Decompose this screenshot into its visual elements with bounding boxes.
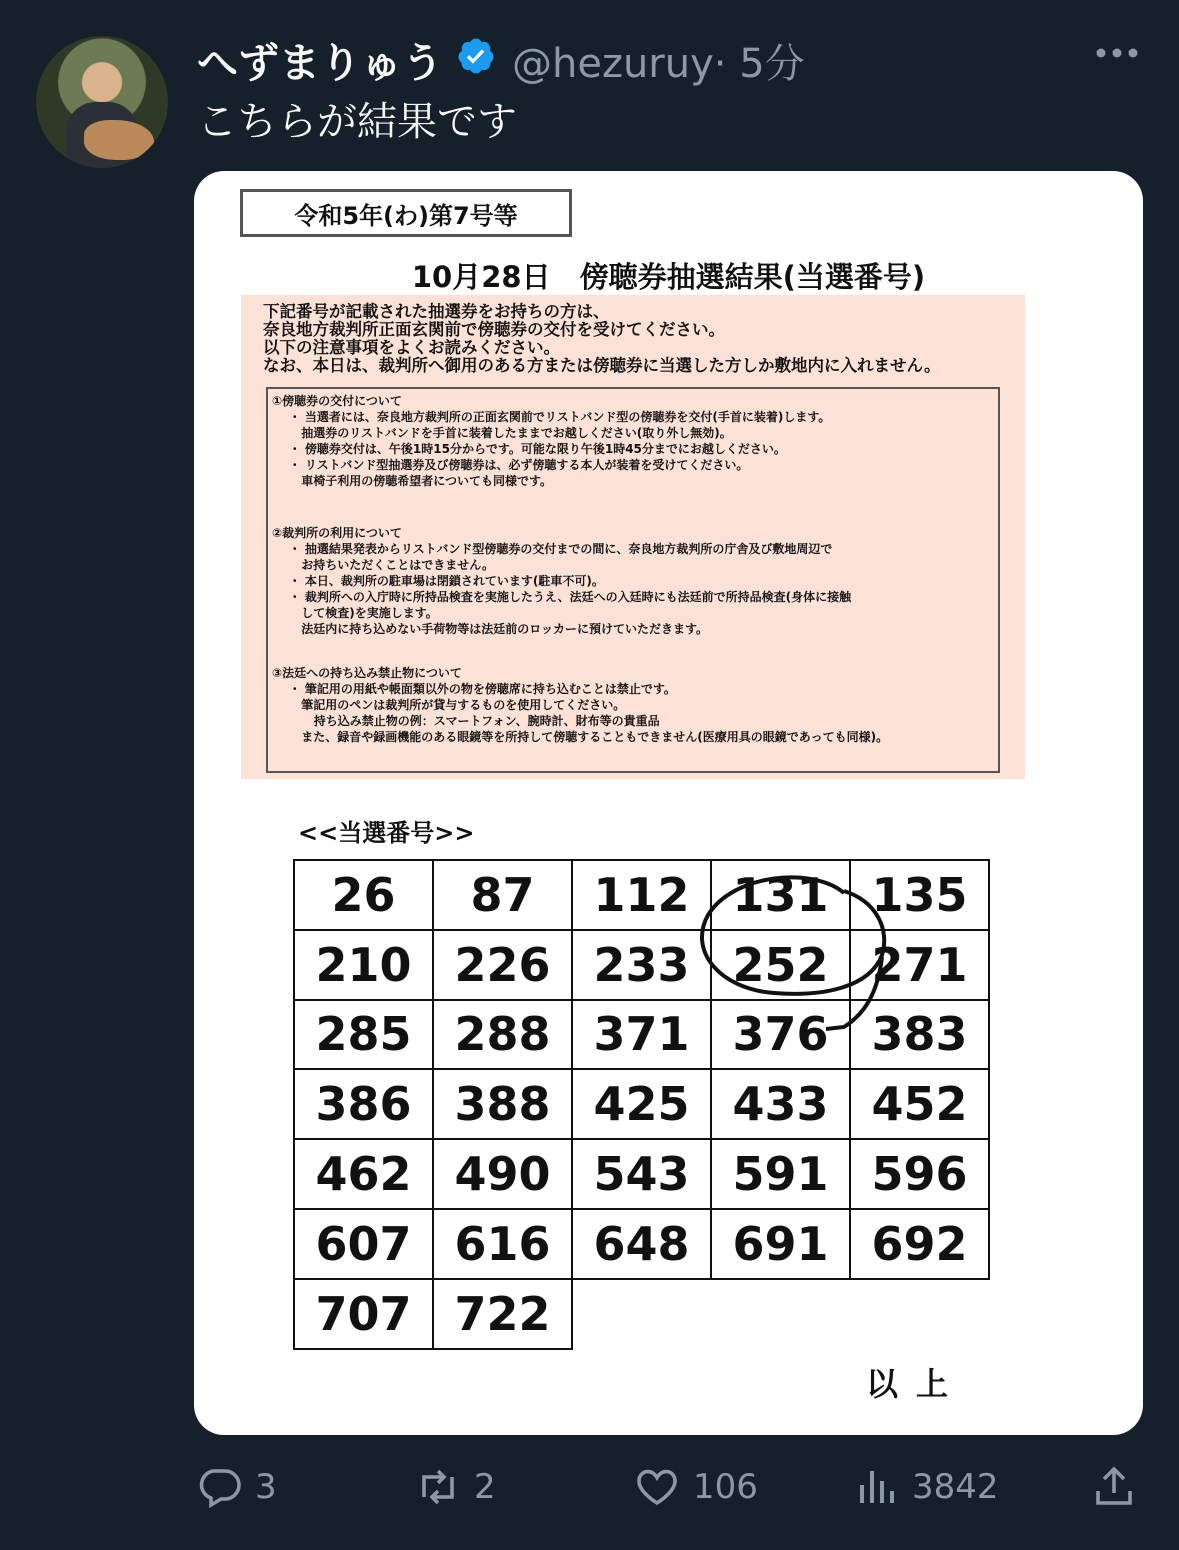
- winning-number-cell: 285: [294, 1000, 433, 1070]
- winners-label: <<当選番号>>: [298, 819, 475, 847]
- share-icon: [1090, 1463, 1138, 1511]
- views-count: 3842: [912, 1467, 999, 1507]
- winning-number-cell: 210: [294, 930, 433, 1000]
- like-count: 106: [693, 1467, 758, 1507]
- winning-number-cell: 692: [850, 1209, 989, 1279]
- notes-section-3: ③法廷への持ち込み禁止物について ・ 筆記用の用紙や帳面類以外の物を傍聴席に持ち込むことは禁止です。 筆記用のペンは裁判所が貸与するものを使用してください。 持ち込み禁止物の例：スマートフォン、腕時計、財布等の貴重品 また、録音や録画機能のある眼鏡等を所持して傍聴することもできません(医療用具の眼鏡であっても同様)。: [272, 666, 889, 744]
- retweet-button[interactable]: [414, 1462, 496, 1512]
- views-button[interactable]: [852, 1462, 999, 1512]
- end-mark: 以上: [866, 1365, 967, 1403]
- reply-icon: [195, 1463, 243, 1511]
- winning-number-cell: 648: [572, 1209, 711, 1279]
- empty-cell: [850, 1279, 989, 1349]
- empty-cell: [572, 1279, 711, 1349]
- like-button[interactable]: [633, 1462, 758, 1512]
- empty-cell: [711, 1279, 850, 1349]
- timestamp[interactable]: · 5分: [713, 41, 805, 87]
- case-number-box: [240, 189, 572, 237]
- winning-number-cell: 135: [850, 860, 989, 930]
- winning-number-cell: 388: [433, 1069, 572, 1139]
- winning-number-cell: 271: [850, 930, 989, 1000]
- notes-box: [266, 387, 1000, 773]
- verified-badge-icon: [456, 36, 496, 76]
- winning-numbers-row: [294, 1209, 989, 1279]
- notice-panel: [241, 295, 1025, 779]
- reply-count: 3: [255, 1467, 277, 1507]
- notes-section-1: ①傍聴券の交付について ・ 当選者には、奈良地方裁判所の正面玄関前でリストバンド型の傍聴券を交付(手首に装着)します。 抽選券のリストバンドを手首に装着したままでお越しください(取り外し無効)。 ・ 傍聴券交付は、午後1時15分からです。可能な限り午後1時45分までにお越しください。 ・ リストバンド型抽選券及び傍聴券は、必ず傍聴する本人が装着を受けてください。 車椅子利用の傍聴希望者についても同様です。: [272, 394, 831, 488]
- winning-number-cell: 722: [433, 1279, 572, 1349]
- reply-button[interactable]: [195, 1462, 277, 1512]
- handwritten-circle-annotation: [694, 871, 914, 1051]
- winning-number-cell: 131: [711, 860, 850, 930]
- winning-number-cell: 591: [711, 1139, 850, 1209]
- winning-numbers-row: [294, 1139, 989, 1209]
- notes-section-2: ②裁判所の利用について ・ 抽選結果発表からリストバンド型傍聴券の交付までの間に、奈良地方裁判所の庁舎及び敷地周辺で お持ちいただくことはできません。 ・ 本日、裁判所の駐車場は閉鎖されています(駐車不可)。 ・ 裁判所への入庁時に所持品検査を実施したうえ、法廷への入廷時にも法廷前で所持品検査(身体に接触 して検査)を実施します。 法廷内に持ち込めない手荷物等は法廷前のロッカーに預けていただきます。: [272, 526, 852, 636]
- handle-text: @hezuruy: [512, 41, 714, 87]
- winning-number-cell: 386: [294, 1069, 433, 1139]
- winning-number-cell: 87: [433, 860, 572, 930]
- case-number: 令和5年(わ)第7号等: [294, 201, 518, 230]
- winning-number-cell: 226: [433, 930, 572, 1000]
- winning-number-cell: 26: [294, 860, 433, 930]
- winning-number-cell: 376: [711, 1000, 850, 1070]
- winning-number-cell: 383: [850, 1000, 989, 1070]
- winning-numbers-row: [294, 1069, 989, 1139]
- tweet-media-image[interactable]: [194, 171, 1143, 1435]
- notice-intro: 下記番号が記載された抽選券をお持ちの方は、 奈良地方裁判所正面玄関前で傍聴券の交付を受けてください。 以下の注意事項をよくお読みください。 なお、本日は、裁判所へ御用のある方または傍聴券に当選した方しか敷地内に入れません。: [263, 302, 941, 375]
- winning-number-cell: 691: [711, 1209, 850, 1279]
- winning-number-cell: 707: [294, 1279, 433, 1349]
- more-options-icon[interactable]: [1093, 38, 1141, 68]
- share-button[interactable]: [1090, 1462, 1138, 1512]
- winning-number-cell: 607: [294, 1209, 433, 1279]
- document-title: 10月28日 傍聴券抽選結果(当選番号): [411, 260, 926, 294]
- views-icon: [852, 1463, 900, 1511]
- tweet-text: こちらが結果です: [197, 99, 517, 145]
- avatar-deer: [84, 120, 154, 160]
- retweet-count: 2: [474, 1467, 496, 1507]
- winning-number-cell: 425: [572, 1069, 711, 1139]
- winning-number-cell: 433: [711, 1069, 850, 1139]
- author-handle[interactable]: [512, 32, 805, 89]
- winning-number-cell: 112: [572, 860, 711, 930]
- author-name[interactable]: へずまりゅう: [197, 39, 443, 87]
- winning-number-cell: 288: [433, 1000, 572, 1070]
- winning-number-cell: 616: [433, 1209, 572, 1279]
- winning-number-cell: 462: [294, 1139, 433, 1209]
- retweet-icon: [414, 1463, 462, 1511]
- winning-numbers-row: [294, 1279, 989, 1349]
- winning-number-cell: 543: [572, 1139, 711, 1209]
- winning-number-cell: 371: [572, 1000, 711, 1070]
- winning-number-cell: 490: [433, 1139, 572, 1209]
- winning-number-cell: 596: [850, 1139, 989, 1209]
- winning-number-cell: 452: [850, 1069, 989, 1139]
- heart-icon: [633, 1463, 681, 1511]
- winning-number-cell: 233: [572, 930, 711, 1000]
- winning-number-cell: 252: [711, 930, 850, 1000]
- avatar[interactable]: [36, 36, 168, 168]
